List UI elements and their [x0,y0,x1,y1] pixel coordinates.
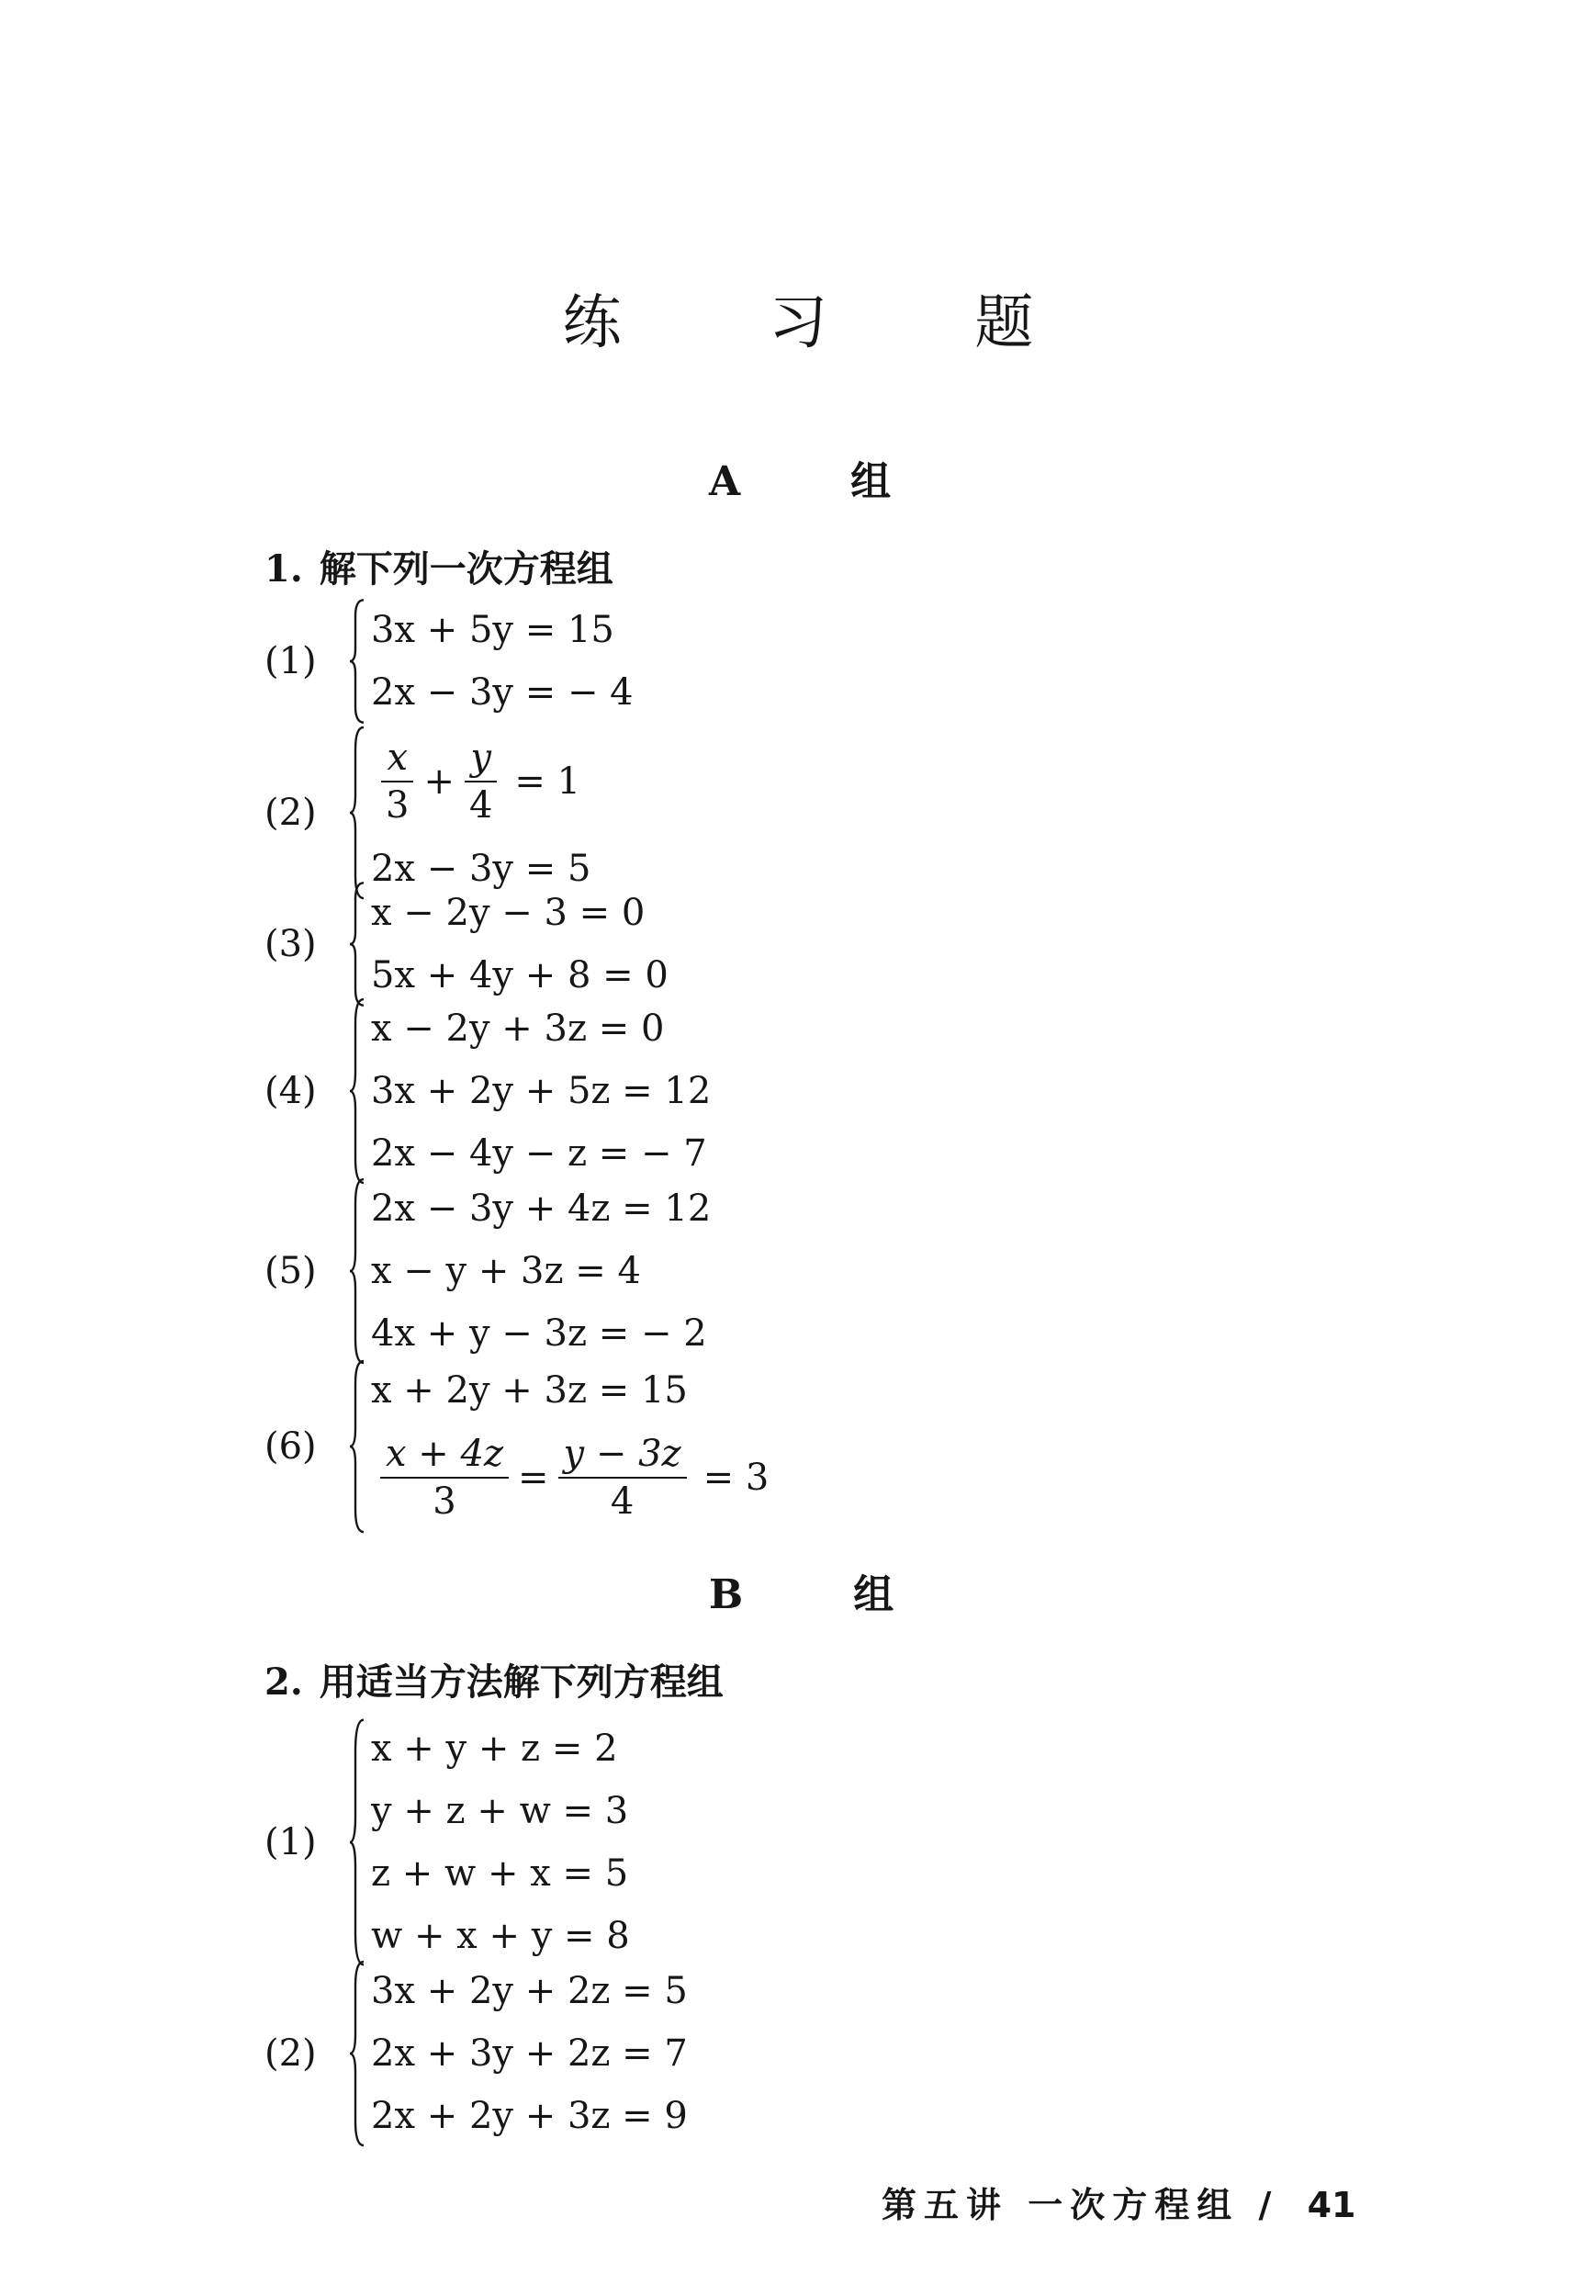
problem-label: (1) [264,1821,317,1863]
question-2-text: 用适当方法解下列方程组 [319,1661,724,1704]
q2-problem-2 [264,1960,688,2147]
q1-problem-5 [264,1177,711,1365]
problem-label: (1) [264,640,317,682]
problem-label: (3) [264,923,317,965]
group-a-word: 组 [850,458,892,505]
q2-problem-1 [264,1717,630,1967]
equation: 2x − 3y = − 4 [371,671,634,714]
numerator: x [381,737,413,782]
problem-label: (2) [264,792,317,834]
numerator: y − 3z [558,1433,687,1479]
q1-problem-2 [264,726,590,900]
problem-label: (5) [264,1250,317,1292]
group-b-word: 组 [853,1571,894,1618]
equation: z + w + x = 5 [371,1852,629,1895]
denominator: 3 [433,1480,456,1523]
question-1-number: 1. [264,547,303,591]
equation: 3x + 5y = 15 [371,609,614,651]
equation: 3x + 2y + 5z = 12 [371,1070,712,1112]
equation: w + x + y = 8 [371,1915,630,1957]
q1-problem-6 [264,1359,769,1534]
left-brace [349,997,365,1185]
numerator: x + 4z [380,1433,509,1479]
equation: 2x + 2y + 3z = 9 [371,2095,688,2137]
equation: 5x + 4y + 8 = 0 [371,954,669,996]
left-brace [349,1177,365,1365]
q1-problem-1 [264,599,634,724]
plus-sign: + [423,760,455,803]
fraction-equation [371,726,590,838]
equation: x + 2y + 3z = 15 [371,1369,688,1412]
question-1-text: 解下列一次方程组 [319,548,613,591]
footer-separator: / [1258,2185,1279,2225]
equals-sign: = [518,1457,549,1499]
problem-label: (2) [264,2032,317,2075]
page-footer [882,2177,1355,2227]
equation: x − 2y − 3 = 0 [371,892,646,934]
denominator: 4 [610,1480,635,1523]
fraction-equation [371,1422,769,1534]
denominator: 4 [468,784,493,827]
equation: 2x − 3y + 4z = 12 [371,1187,712,1230]
equation: 2x − 3y = 5 [371,848,591,890]
chapter-title: 第五讲 一次方程组 [882,2185,1240,2225]
fraction [380,737,414,827]
question-2-number: 2. [264,1660,303,1704]
fraction [464,737,498,827]
left-brace [349,1717,365,1967]
question-2-heading [264,1653,724,1705]
equation-rest: = 3 [702,1457,770,1499]
denominator: 3 [386,784,410,827]
group-a-letter: A [709,458,741,505]
group-b-letter: B [709,1571,744,1618]
fraction [558,1433,687,1523]
page-title: 练 习 题 [562,289,1098,357]
equation: 4x + y − 3z = − 2 [371,1312,707,1355]
equation: x + y + z = 2 [371,1728,618,1770]
problem-label: (6) [264,1425,317,1468]
equation: 2x − 4y − z = − 7 [371,1132,707,1175]
equation: x − 2y + 3z = 0 [371,1007,665,1050]
equation: x − y + 3z = 4 [371,1250,641,1292]
q1-problem-3 [264,882,669,1007]
page-number: 41 [1307,2185,1356,2225]
left-brace [349,726,365,900]
left-brace [349,599,365,724]
equation-rest: = 1 [514,760,581,803]
left-brace [349,1359,365,1534]
problem-label: (4) [264,1070,317,1112]
group-a-heading [709,448,891,507]
left-brace [349,1960,365,2147]
group-b-heading [709,1561,894,1620]
equation: y + z + w = 3 [371,1790,629,1832]
left-brace [349,882,365,1007]
q1-problem-4 [264,997,711,1185]
fraction [380,1433,509,1523]
equation: 2x + 3y + 2z = 7 [371,2032,688,2075]
question-1-heading [264,540,613,592]
numerator: y [465,737,497,782]
equation: 3x + 2y + 2z = 5 [371,1970,688,2012]
